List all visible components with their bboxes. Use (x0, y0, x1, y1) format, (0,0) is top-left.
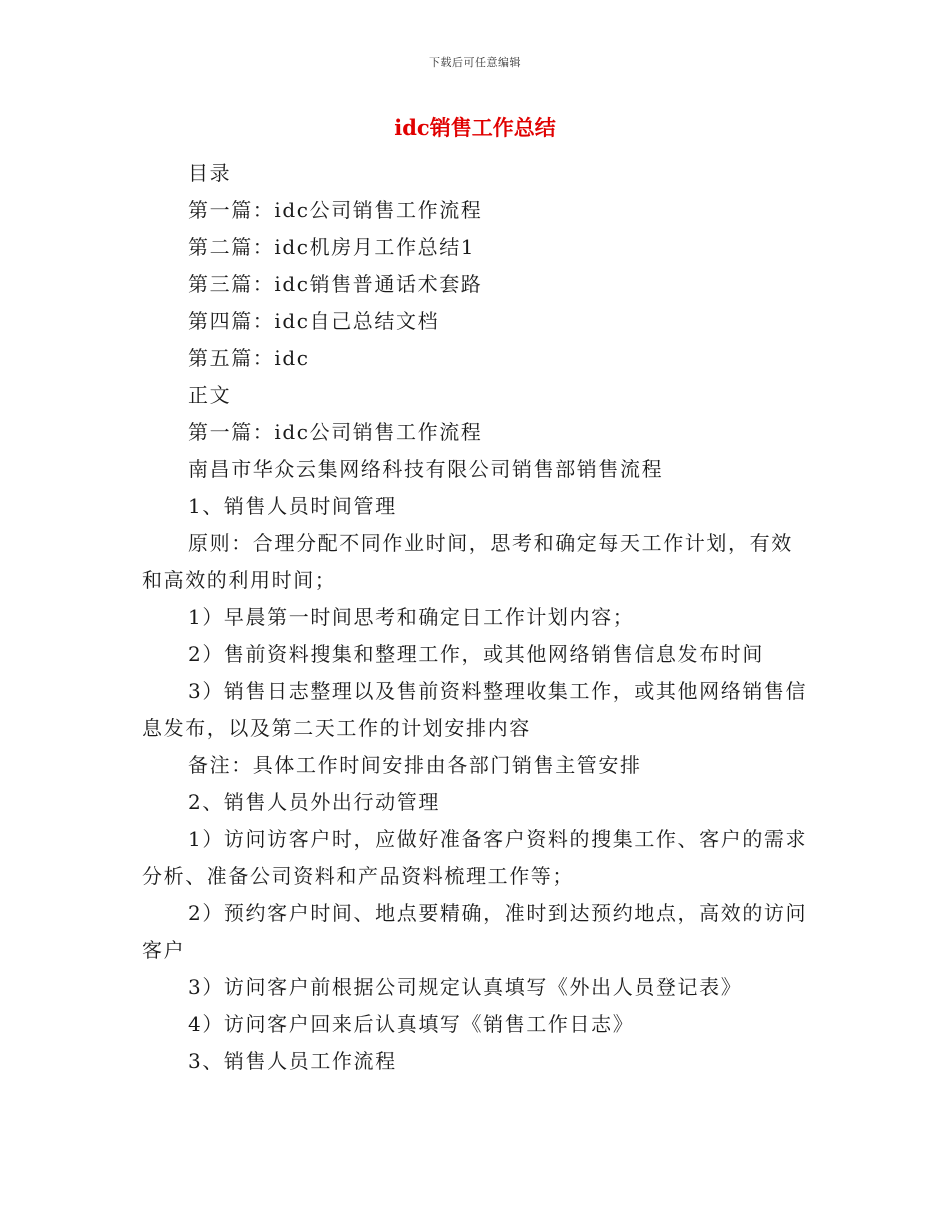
document-title: idc销售工作总结 (394, 115, 556, 140)
subsection-heading: 3、销售人员工作流程 (188, 1049, 397, 1073)
section-heading: 第一篇：idc公司销售工作流程 (188, 420, 483, 444)
list-item: 1）访问访客户时，应做好准备客户资料的搜集工作、客户的需求分析、准备公司资料和产品资料梳理工作等； (142, 827, 808, 888)
subsection-heading: 2、销售人员外出行动管理 (188, 790, 440, 814)
list-item: 3）销售日志整理以及售前资料整理收集工作，或其他网络销售信息发布，以及第二天工作的计划安排内容 (142, 679, 808, 740)
header-note: 下载后可任意编辑 (429, 56, 521, 69)
list-item: 2）预约客户时间、地点要精确，准时到达预约地点，高效的访问客户 (142, 901, 808, 962)
toc-item: 第一篇：idc公司销售工作流程 (188, 198, 483, 222)
toc-heading: 目录 (188, 161, 232, 185)
toc-item: 第三篇：idc销售普通话术套路 (188, 272, 483, 296)
paragraph: 南昌市华众云集网络科技有限公司销售部销售流程 (188, 457, 664, 481)
list-item: 3）访问客户前根据公司规定认真填写《外出人员登记表》 (188, 975, 743, 999)
paragraph: 原则：合理分配不同作业时间，思考和确定每天工作计划，有效和高效的利用时间； (142, 531, 793, 592)
subsection-heading: 1、销售人员时间管理 (188, 494, 397, 518)
toc-item: 第五篇：idc (188, 346, 310, 370)
toc-item: 第四篇：idc自己总结文档 (188, 309, 440, 333)
list-item: 1）早晨第一时间思考和确定日工作计划内容； (188, 605, 635, 629)
body-heading: 正文 (188, 383, 232, 407)
document-body (142, 155, 812, 1080)
list-item: 2）售前资料搜集和整理工作，或其他网络销售信息发布时间 (188, 642, 764, 666)
toc-item: 第二篇：idc机房月工作总结1 (188, 235, 476, 259)
list-item: 4）访问客户回来后认真填写《销售工作日志》 (188, 1012, 635, 1036)
note-paragraph: 备注：具体工作时间安排由各部门销售主管安排 (188, 753, 642, 777)
